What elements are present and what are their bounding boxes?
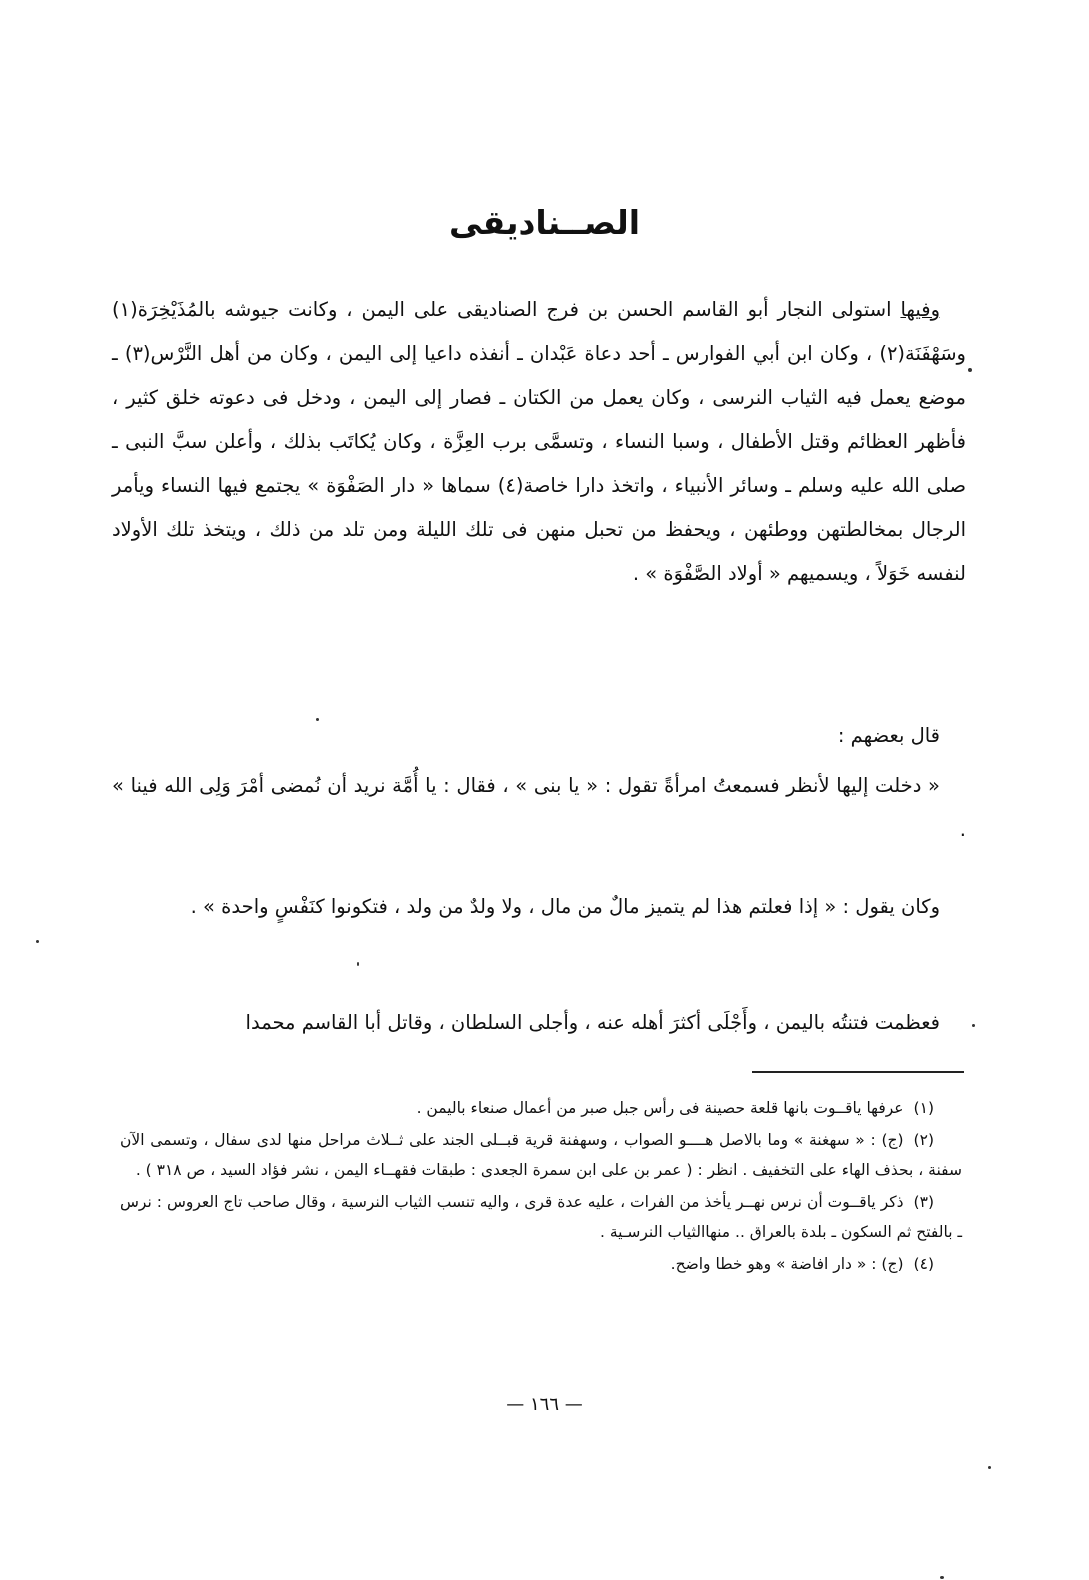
paragraph-lead-word: وفيها [900,298,940,321]
body-paragraph-4: وكان يقول : « إذا فعلتم هذا لم يتميز مالٌ من مال ، ولا ولدٌ من ولد ، فتكونوا كنَفْسٍ واحدة » . [190,895,940,918]
footnote-text: (ج) : « دار افاضة » وهو خطا واضح. [670,1255,904,1273]
scan-speck [988,1466,991,1469]
scan-speck [968,368,972,372]
footnote-2 [120,1125,962,1185]
body-paragraph-3: « دخلت إليها لأنظر فسمعتُ امرأةً تقول : « يا بنى » ، فقال : يا أُمَّة نريد أن نُمضى أمْرَ وَلِى الله فينا » . [112,774,966,841]
footnote-number: (١) [913,1099,934,1117]
footnote-number: (٢) [913,1131,934,1149]
paragraph-text: استولى النجار أبو القاسم الحسن بن فرج الصناديقى على اليمن ، وكانت جيوشه بالمُذَيْخِرَة(١) وسَهْفَنَة(٢) ، وكان ابن أبي الفوارس ـ أحد دعاة عَبْدان ـ أنفذه داعيا إلى اليمن ، وكان من أهل النَّرْس(٣) ـ موضع يعمل فيه الثياب النرسى ، وكان يعمل من الكتان ـ فصار إلى اليمن ، ودخل فى دعوته خلق كثير ، فأظهر العظائم وقتل الأطفال ، وسبا النساء ، وتسمَّى برب العِزَّة ، وكان يُكاتَب بذلك ، وأعلن سبَّ النبى ـ صلى الله عليه وسلم ـ وسائر الأنبياء ، واتخذ دارا خاصة(٤) سماها « دار الصَفْوَة » يجتمع فيها النساء ويأمر الرجال بمخالطتهن ووطئهن ، ويحفظ من تحبل منهن فى تلك الليلة ومن تلد من ذلك ، ويتخذ تلك الأولاد لنفسه خَوَلاً ، ويسميهم « أولاد الصَّفْوَة » . [112,298,967,585]
footnote-number: (٣) [913,1193,934,1211]
body-paragraph-5: فعظمت فتنتُه باليمن ، وأَجْلَى أكثرَ أهله عنه ، وأجلى السلطان ، وقاتل أبا القاسم محمدا [245,1011,940,1034]
footnote-4 [120,1249,962,1279]
page-number: — ١٦٦ — [506,1394,583,1415]
page-title: الصــناديقى [448,203,641,242]
body-paragraph-2: قال بعضهم : [837,724,940,747]
footnote-1 [120,1093,962,1123]
scan-speck [316,718,319,721]
footnote-text: عرفها ياقــوت بانها قلعة حصينة فى رأس جبل صبر من أعمال صنعاء باليمن . [416,1099,904,1117]
scan-speck [36,940,39,943]
footnote-text: ذكر ياقــوت أن نرس نهــر يأخذ من الفرات ، عليه عدة قرى ، واليه تنسب الثياب النرسية ، وقال صاحب تاج العروس : نرس ـ بالفتح ثم السكون ـ بلدة بالعراق .. منهاالثياب النرسـية . [120,1193,962,1241]
footnotes-section [120,1093,962,1281]
footnote-3 [120,1187,962,1247]
scan-speck [940,1576,944,1579]
body-paragraph-1 [112,288,966,596]
footnote-text: (ج) : « سهغنة » وما بالاصل هــــو الصواب ، وسهفنة قرية قبــلى الجند على ثــلاث مراحل منها لدى سفال ، وتسمى الآن سفنة ، بحذف الهاء على التخفيف . انظر : ( عمر بن على ابن سمرة الجعدى : طبقات فقهــاء اليمن ، نشر فؤاد السيد ، ص ٣١٨ ) . [120,1131,962,1179]
scan-speck [357,962,359,966]
footnote-number: (٤) [913,1255,934,1273]
scan-speck [972,1024,975,1027]
footnote-divider [752,1071,964,1073]
